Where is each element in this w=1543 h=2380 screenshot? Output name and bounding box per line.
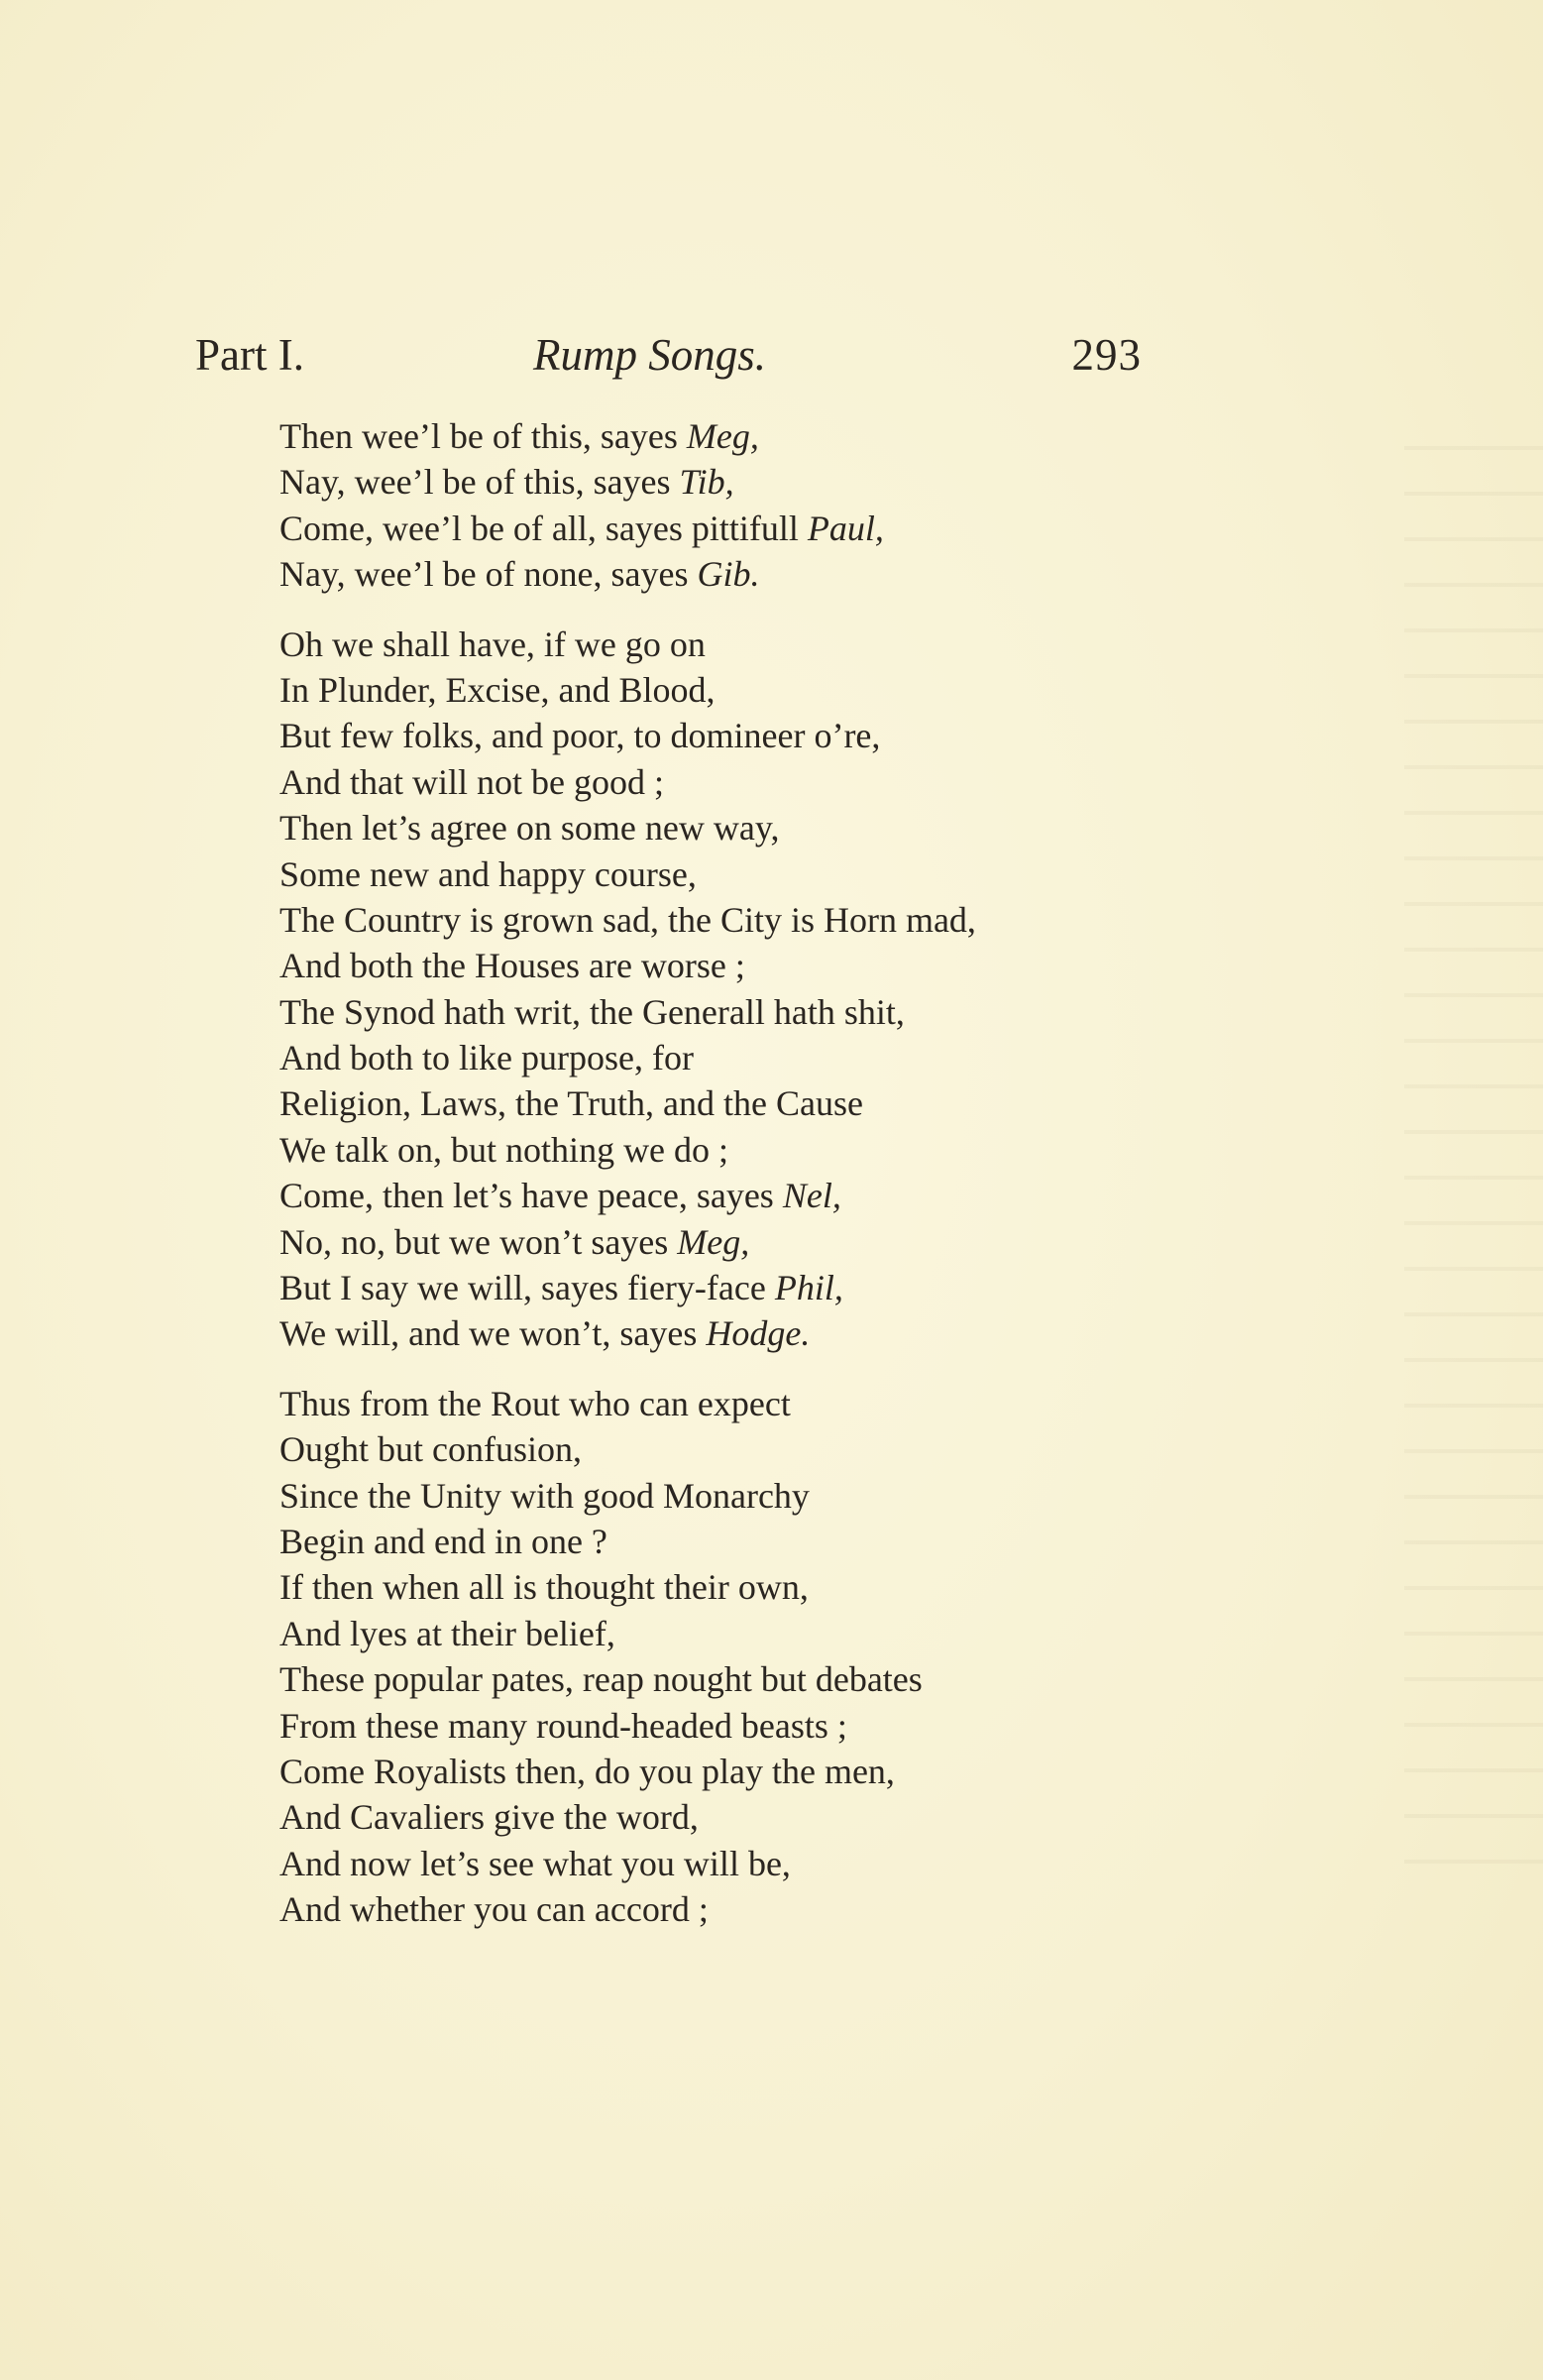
verse-line <box>279 713 1270 758</box>
verse-line <box>279 1310 1270 1356</box>
verse-line <box>279 1426 1270 1472</box>
line-end-punctuation: , <box>831 1176 841 1216</box>
speaker-name: Tib <box>679 462 725 503</box>
verse-text: And Cavaliers give the word, <box>279 1797 699 1838</box>
verse-text: Come, then let’s have peace, sayes <box>279 1176 783 1216</box>
verse-text: Then let’s agree on some new way, <box>279 808 780 849</box>
verse-text: And whether you can accord ; <box>279 1889 709 1930</box>
speaker-name: Nel <box>782 1176 832 1216</box>
speaker-name: Gib <box>697 554 751 595</box>
verse-text: If then when all is thought their own, <box>279 1567 809 1608</box>
verse-text: Ought but confusion, <box>279 1429 582 1470</box>
verse-line <box>279 897 1270 943</box>
stanza-3 <box>279 1381 1270 1933</box>
verse-text: And both the Houses are worse ; <box>279 946 745 986</box>
verse-line <box>279 1473 1270 1519</box>
verse-text: But I say we will, sayes fiery-face <box>279 1268 775 1308</box>
speaker-name: Paul <box>807 508 875 548</box>
verse-line <box>279 1656 1270 1702</box>
verse-text: Come Royalists then, do you play the men, <box>279 1751 895 1791</box>
verse-line <box>279 943 1270 988</box>
verse-text: We will, and we won’t, sayes <box>279 1313 707 1354</box>
page-number: 293 <box>1071 330 1142 380</box>
verse-line <box>279 805 1270 850</box>
running-header <box>195 325 1142 385</box>
verse-text: From these many round-headed beasts ; <box>279 1705 847 1746</box>
verse-line <box>279 1886 1270 1932</box>
verse-text: The Synod hath writ, the Generall hath shit, <box>279 991 905 1032</box>
verse-line <box>279 989 1270 1035</box>
verse-line <box>279 759 1270 805</box>
verse-line <box>279 622 1270 667</box>
verse-line <box>279 1519 1270 1564</box>
speaker-name: Meg <box>677 1221 741 1262</box>
verse-text: Come, wee’l be of all, sayes pittifull <box>279 508 808 548</box>
verse-line <box>279 1381 1270 1426</box>
verse-text: Religion, Laws, the Truth, and the Cause <box>279 1083 863 1124</box>
verse-line <box>279 506 1270 551</box>
verse-line <box>279 1173 1270 1218</box>
stanza-1 <box>279 413 1270 598</box>
verse-text: Oh we shall have, if we go on <box>279 623 706 664</box>
line-end-punctuation: , <box>833 1268 843 1308</box>
verse-text: Some new and happy course, <box>279 853 697 894</box>
running-title: Rump Songs. <box>533 330 766 380</box>
verse-line <box>279 1265 1270 1310</box>
verse-line <box>279 1080 1270 1126</box>
verse-line <box>279 851 1270 897</box>
line-end-punctuation: , <box>724 462 734 503</box>
speaker-name: Hodge <box>706 1313 802 1354</box>
verse-line <box>279 1564 1270 1610</box>
verse-line <box>279 1749 1270 1794</box>
verse-line <box>279 1794 1270 1840</box>
line-end-punctuation: . <box>801 1313 811 1354</box>
verse-text: The Country is grown sad, the City is Horn mad, <box>279 899 976 940</box>
bleed-through-shadow <box>1404 416 1543 1903</box>
verse-line <box>279 551 1270 597</box>
verse-text: And now let’s see what you will be, <box>279 1843 791 1883</box>
speaker-name: Meg <box>686 416 750 456</box>
verse-text: And both to like purpose, for <box>279 1038 694 1078</box>
verse-line <box>279 1219 1270 1265</box>
verse-line <box>279 1703 1270 1749</box>
part-label: Part I. <box>195 330 304 380</box>
verse-text: But few folks, and poor, to domineer o’re, <box>279 716 881 756</box>
verse-line <box>279 1611 1270 1656</box>
verse-text: We talk on, but nothing we do ; <box>279 1129 729 1170</box>
verse-text: Nay, wee’l be of this, sayes <box>279 462 680 503</box>
verse-line <box>279 1127 1270 1173</box>
stanza-2 <box>279 622 1270 1357</box>
verse-text: And lyes at their belief, <box>279 1613 615 1653</box>
verse-line <box>279 413 1270 459</box>
verse-text: No, no, but we won’t sayes <box>279 1221 678 1262</box>
verse-text: Then wee’l be of this, sayes <box>279 416 687 456</box>
verse-text: Thus from the Rout who can expect <box>279 1383 791 1423</box>
line-end-punctuation: , <box>874 508 884 548</box>
verse-text: Since the Unity with good Monarchy <box>279 1475 810 1516</box>
line-end-punctuation: , <box>740 1221 750 1262</box>
verse-text: Nay, wee’l be of none, sayes <box>279 554 698 595</box>
verse-text: And that will not be good ; <box>279 761 664 802</box>
verse-line <box>279 667 1270 713</box>
verse-line <box>279 1035 1270 1080</box>
line-end-punctuation: . <box>750 554 760 595</box>
line-end-punctuation: , <box>749 416 759 456</box>
verse-line <box>279 459 1270 505</box>
verse-line <box>279 1841 1270 1886</box>
poem-body <box>279 413 1270 1933</box>
verse-text: Begin and end in one ? <box>279 1521 607 1561</box>
verse-text: In Plunder, Excise, and Blood, <box>279 669 716 710</box>
speaker-name: Phil <box>774 1268 834 1308</box>
verse-text: These popular pates, reap nought but debates <box>279 1659 923 1700</box>
